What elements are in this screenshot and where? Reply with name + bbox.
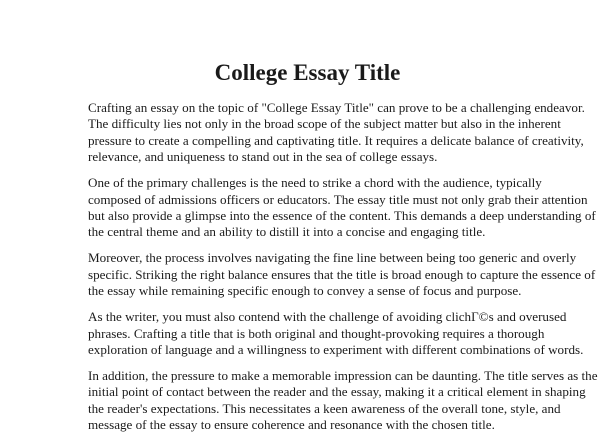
document-body xyxy=(88,100,598,443)
paragraph-line: relevance, and uniqueness to stand out in the sea of college essays. xyxy=(88,149,438,165)
paragraph-line: One of the primary challenges is the need to strike a chord with the audience, typically xyxy=(88,175,542,191)
paragraph-line: the central theme and an ability to distill it into a concise and engaging title. xyxy=(88,224,486,240)
paragraph-line: Moreover, the process involves navigating the fine line between being too generic and overly xyxy=(88,250,577,266)
document-title: College Essay Title xyxy=(214,60,401,85)
paragraph-line: pressure to create a compelling and captivating title. It requires a delicate balance of creativity, xyxy=(88,132,584,148)
paragraph-line: the reader's expectations. This necessitates a keen awareness of the overall tone, style, and xyxy=(88,400,561,416)
paragraph-4 xyxy=(88,309,584,358)
paragraph-line: As the writer, you must also contend with the challenge of avoiding clichГ©s and overused xyxy=(88,309,567,325)
paragraph-line: Crafting an essay on the topic of "College Essay Title" can prove to be a challenging endeavor. xyxy=(88,100,585,115)
paragraph-line: exploration of language and a willingness to experiment with different combinations of words. xyxy=(88,342,584,358)
paragraph-line: In addition, the pressure to make a memorable impression can be daunting. The title serves as the xyxy=(88,368,598,384)
paragraph-line: initial point of contact between the reader and the essay, making it a critical element in shaping xyxy=(88,384,586,400)
paragraph-line: phrases. Crafting a title that is both original and thought-provoking requires a thorough xyxy=(88,325,545,341)
paragraph-line: but also provide a glimpse into the essence of the content. This demands a deep understanding of xyxy=(88,208,596,224)
paragraph-line: specific. Striking the right balance ensures that the title is broad enough to capture the essence of xyxy=(88,266,596,282)
paragraph-line: message of the essay to ensure coherence and resonance with the chosen title. xyxy=(88,417,495,433)
paragraph-3 xyxy=(88,250,596,299)
paragraph-2 xyxy=(88,175,596,241)
paragraph-line: The difficulty lies not only in the broad scope of the subject matter but also in the inherent xyxy=(88,116,561,132)
paragraph-line: composed of admissions officers or educators. The essay title must not only grab their attention xyxy=(88,191,588,207)
paragraph-5 xyxy=(88,368,598,434)
paragraph-line: the essay while remaining specific enough to convey a sense of focus and purpose. xyxy=(88,283,522,299)
paragraph-1 xyxy=(88,100,585,166)
